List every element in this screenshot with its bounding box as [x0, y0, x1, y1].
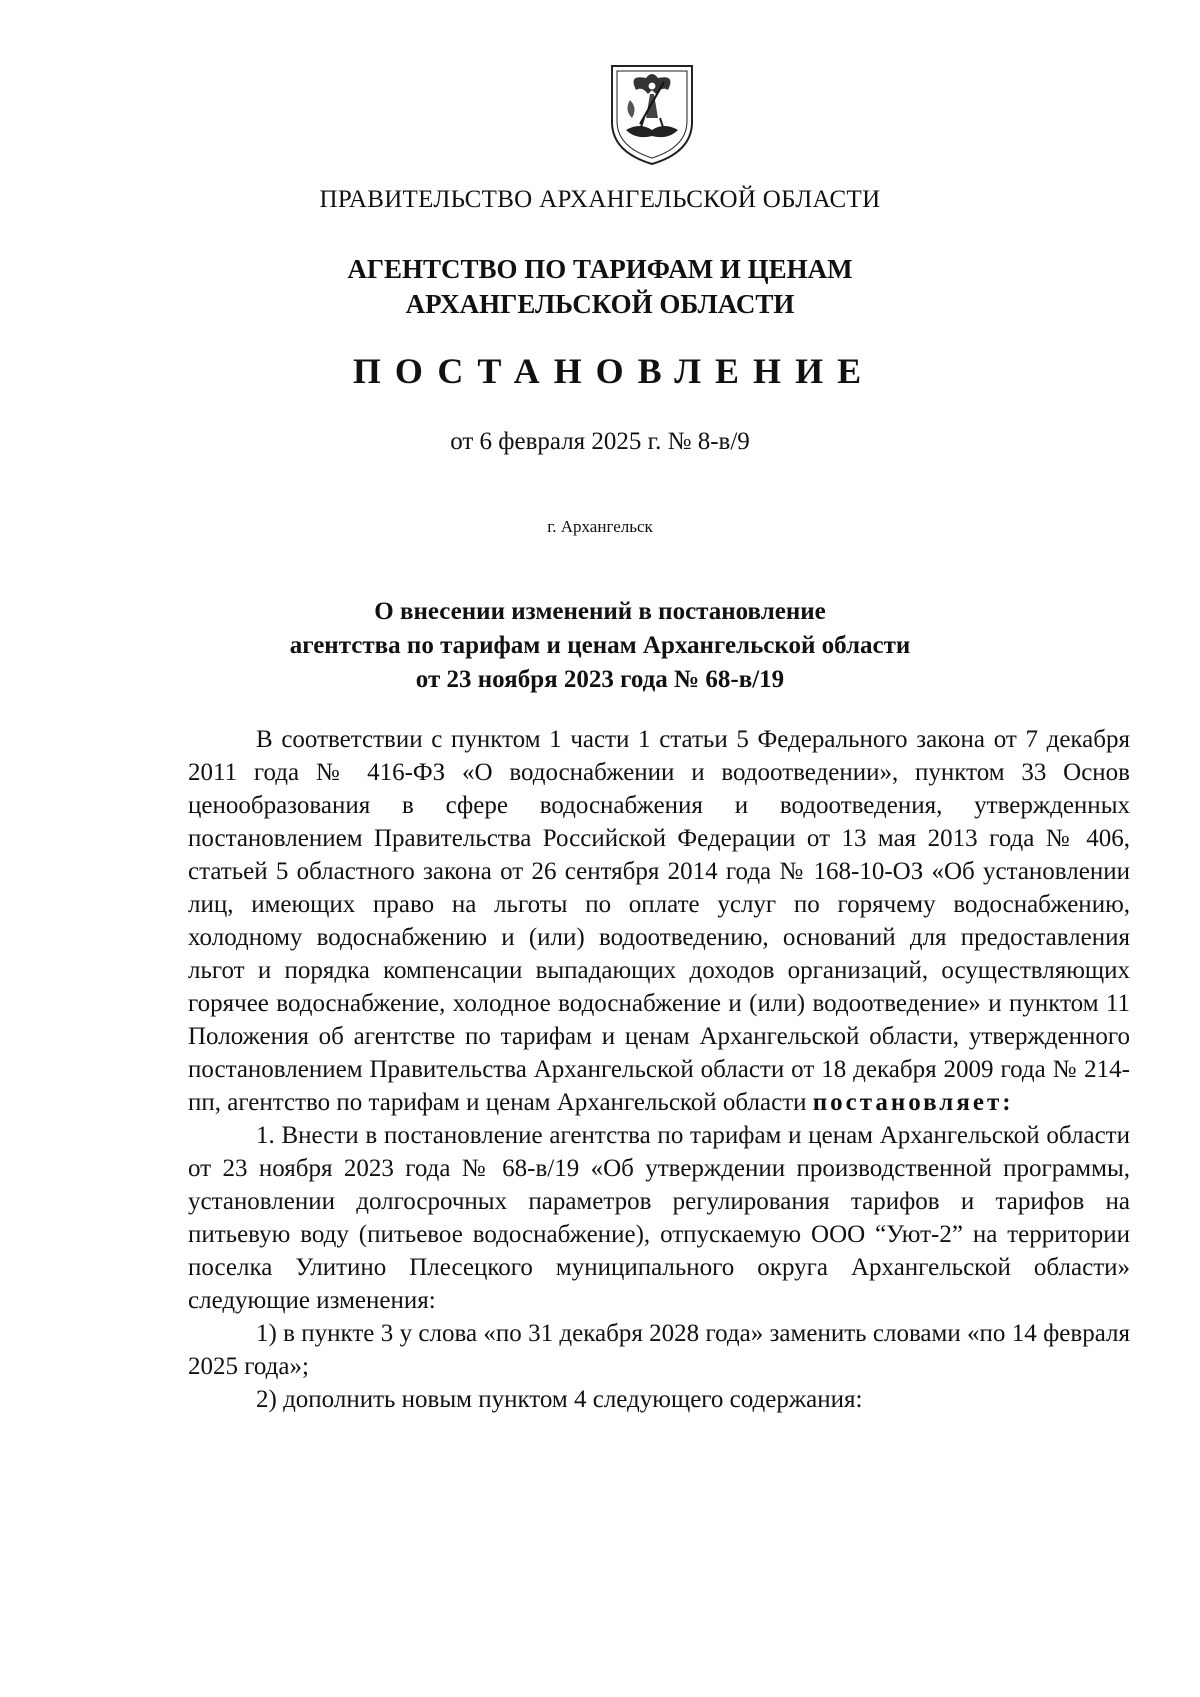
subject-line1: О внесении изменений в постановление: [374, 598, 826, 625]
resolves-keyword: постановляет:: [812, 1089, 1014, 1116]
preamble-paragraph: [188, 723, 1130, 1119]
document-type: ПОСТАНОВЛЕНИЕ: [352, 351, 876, 391]
document-subject: [0, 595, 1200, 697]
document-city: г. Архангельск: [547, 517, 653, 536]
government-name: ПРАВИТЕЛЬСТВО АРХАНГЕЛЬСКОЙ ОБЛАСТИ: [319, 186, 881, 213]
item-1: 1. Внести в постановление агентства по тарифам и ценам Архангельской области от 23 ноября 2023 года № 68-в/19 «Об утверждении производственной программы, установлении долгосрочных параметров регулирования тарифов и тарифов на питьевую воду (питьевое водоснабжение), отпускаемую ООО “Уют-2” на территории поселка Улитино Плесецкого муниципального округа Архангельской области» следующие изменения:: [188, 1122, 1130, 1314]
preamble-text: В соответствии с пунктом 1 части 1 статьи 5 Федерального закона от 7 декабря 2011 года № 416-ФЗ «О водоснабжении и водоотведении», пунктом 33 Основ ценообразования в сфере водоснабжения и водоотведения, утвержденных постановлением Правительства Российской Федерации от 13 мая 2013 года № 406, статьей 5 областного закона от 26 сентября 2014 года № 168-10-ОЗ «Об установлении лиц, имеющих право на льготы по оплате услуг по горячему водоснабжению, холодному водоснабжению и (или) водоотведению, оснований для предоставления льгот и порядка компенсации выпадающих доходов организаций, осуществляющих горячее водоснабжение, холодное водоснабжение и (или) водоотведение» и пунктом 11 Положения об агентстве по тарифам и ценам Архангельской области, утвержденного постановлением Правительства Архангельской области от 18 декабря 2009 года № 214-пп, агентство по тарифам и ценам Архангельской области: [188, 726, 1130, 1116]
agency-name-line2: АРХАНГЕЛЬСКОЙ ОБЛАСТИ: [405, 289, 795, 319]
agency-name-line1: АГЕНТСТВО ПО ТАРИФАМ И ЦЕНАМ: [347, 254, 853, 284]
item-1-subitem-1: 1) в пункте 3 у слова «по 31 декабря 2028 года» заменить словами «по 14 февраля 2025 года»;: [188, 1320, 1130, 1380]
agency-name: [0, 252, 1200, 322]
document-date-number: от 6 февраля 2025 г. № 8-в/9: [450, 428, 750, 455]
item-1-subitem-2: 2) дополнить новым пунктом 4 следующего содержания:: [256, 1386, 863, 1413]
document-body: [188, 723, 1130, 1416]
subject-line3: от 23 ноября 2023 года № 68-в/19: [415, 666, 785, 693]
coat-of-arms-icon: [606, 60, 698, 168]
subject-line2: агентства по тарифам и ценам Архангельской области: [289, 632, 911, 659]
